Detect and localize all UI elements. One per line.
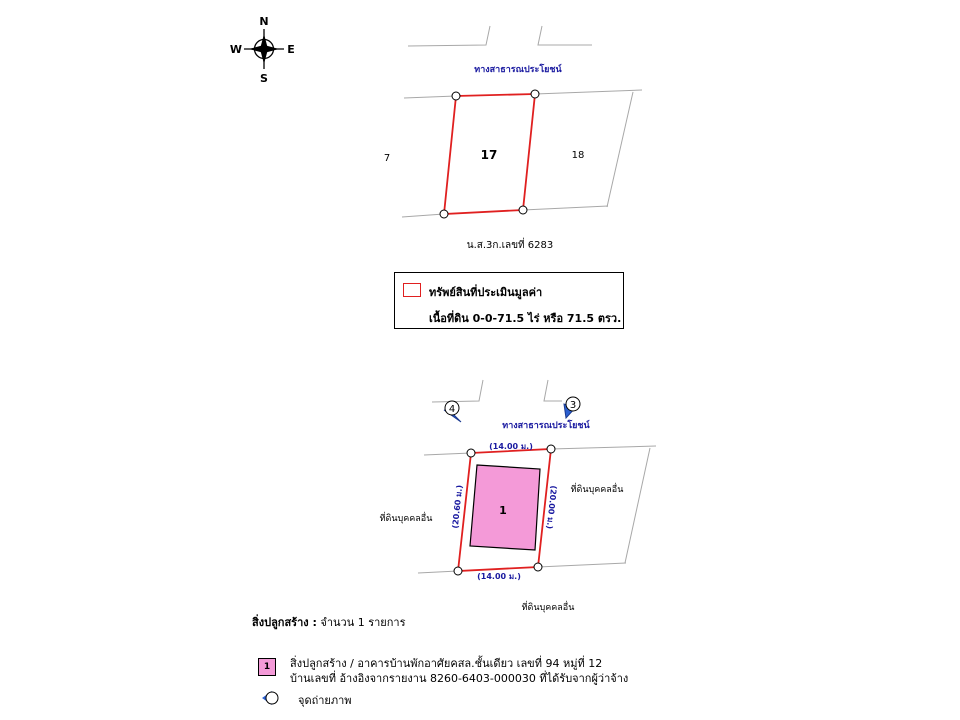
- compass-east-label: E: [287, 43, 295, 56]
- dimension-right: (20.00 ม.): [544, 485, 559, 530]
- compass: [230, 15, 295, 85]
- parcel-legend-box: [394, 272, 624, 329]
- building-road-label: ทางสาธารณประโยชน์: [502, 421, 590, 431]
- neighbor-parcel-left: 7: [383, 153, 391, 164]
- corner-marker: [531, 90, 539, 98]
- lot-line-top-right: [551, 446, 656, 449]
- lot-line-bottom-left: [418, 571, 458, 573]
- photo-point-number: 3: [569, 400, 577, 411]
- lot-line-right-edge: [625, 448, 650, 563]
- photo-point-number: 4: [448, 404, 456, 415]
- photo-point-legend-label: จุดถ่ายภาพ: [298, 694, 352, 707]
- road-line-left: [432, 380, 483, 402]
- buildings-header: [252, 613, 405, 631]
- legend-area-label: เนื้อที่ดิน 0-0-71.5 ไร่ หรือ 71.5 ตรว.: [429, 312, 622, 325]
- parcel-map: [384, 26, 642, 251]
- neighbor-parcel-right: 18: [571, 150, 585, 161]
- compass-ew-needle: [249, 45, 279, 53]
- building-item-number-box: 1: [258, 658, 276, 676]
- building-item-description: สิ่งปลูกสร้าง / อาคารบ้านพักอาศัยคสล.ชั้นเดียว เลขที่ 94 หมู่ที่ 12: [290, 657, 603, 670]
- lot-line-top-left: [424, 453, 471, 455]
- dimension-left: (20.60 ม.): [450, 484, 465, 529]
- photo-point-legend: [260, 690, 460, 708]
- building-number-label: 1: [499, 504, 507, 517]
- parcel-line-right-edge: [607, 92, 633, 207]
- corner-marker: [519, 206, 527, 214]
- corner-marker: [534, 563, 542, 571]
- buildings-header-count: จำนวน 1 รายการ: [316, 616, 406, 629]
- compass-west-label: W: [229, 43, 243, 56]
- corner-marker: [547, 445, 555, 453]
- compass-north-label: N: [259, 15, 269, 28]
- dimension-bottom: (14.00 ม.): [477, 572, 521, 581]
- deed-number-label: น.ส.3ก.เลขที่ 6283: [466, 240, 554, 251]
- corner-marker: [467, 449, 475, 457]
- corner-marker: [452, 92, 460, 100]
- corner-marker: [440, 210, 448, 218]
- parcel-line-bottom-right: [523, 206, 608, 210]
- lot-line-bottom-right: [538, 563, 626, 567]
- parcel-line-bottom-left: [402, 214, 444, 217]
- road-line-right: [538, 26, 592, 45]
- parcel-line-top-left: [404, 96, 456, 98]
- road-line-left: [408, 26, 490, 46]
- buildings-header-title: สิ่งปลูกสร้าง :: [252, 616, 317, 629]
- parcel-line-top-right: [535, 90, 642, 94]
- compass-south-label: S: [260, 72, 268, 85]
- road-line-right: [544, 380, 562, 401]
- building-map: [380, 380, 656, 613]
- parcel-road-label: ทางสาธารณประโยชน์: [474, 65, 562, 75]
- legend-swatch-assessed: [403, 283, 421, 297]
- parcel-number-label: 17: [480, 148, 498, 162]
- photo-point-4[interactable]: [444, 401, 461, 422]
- dimension-top: (14.00 ม.): [489, 442, 533, 451]
- legend-item-label: ทรัพย์สินที่ประเมินมูลค่า: [429, 286, 543, 299]
- neighbor-land-bottom: ที่ดินบุคคลอื่น: [521, 603, 575, 613]
- building-item-reference: บ้านเลขที่ อ้างอิงจากรายงาน 8260-6403-000030 ที่ได้รับจากผู้ว่าจ้าง: [290, 672, 629, 685]
- parcel-map-gray-lines: [402, 26, 642, 217]
- neighbor-land-right: ที่ดินบุคคลอื่น: [570, 485, 624, 495]
- neighbor-land-left: ที่ดินบุคคลอื่น: [379, 514, 433, 524]
- corner-marker: [454, 567, 462, 575]
- photo-point-3[interactable]: [564, 397, 580, 418]
